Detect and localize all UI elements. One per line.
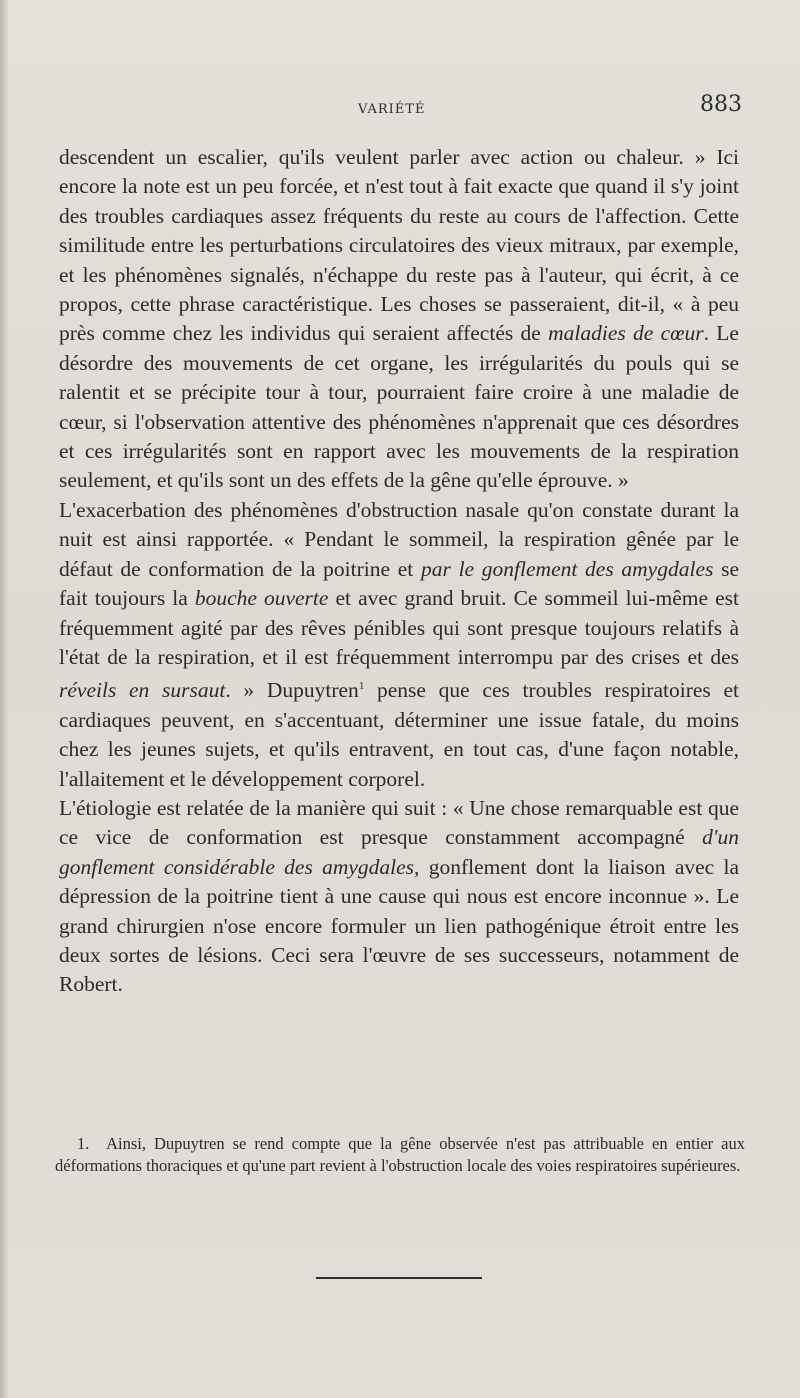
page-edge-shadow: [0, 0, 8, 1398]
text-run: . » Dupuytren: [225, 678, 359, 703]
text-run: pense que ces troubles respiratoires et cardiaques peuvent, en s'accentuant, déterminer une issue fatale, du moins chez les jeunes sujets, et qu'ils entravent, en tout cas, d'une façon notable, l'allaitement et le développement corporel.: [59, 678, 739, 791]
footnote-text: Ainsi, Dupuytren se rend compte que la gêne observée n'est pas attribuable en entier aux déformations thoraciques et qu'une part revient à l'obstruction locale des voies respiratoires supérieures.: [55, 1134, 745, 1175]
text-run: descendent un escalier, qu'ils veulent parler avec action ou chaleur. » Ici encore la note est un peu forcée, et n'est tout à fait exacte que quand il s'y joint des troubles cardiaques assez fréquents du reste au cours de l'affection. Cette similitude entre les perturbations circulatoires des vieux mitraux, par exemple, et les phénomènes signalés, n'échappe du reste pas à l'auteur, qui écrit, à ce propos, cette phrase caractéristique. Les choses se passeraient, dit-il, « à peu près comme chez les individus qui seraient affectés de: [59, 145, 739, 346]
section-rule: [316, 1277, 482, 1279]
paragraph-3: [59, 794, 739, 1000]
paragraph-1: [59, 143, 739, 496]
italic-text-run: bouche ouverte: [194, 586, 329, 611]
text-run: . Le désordre des mouvements de cet organe, les irrégularités du pouls qui se ralentit et se précipite tour à tour, pourraient faire croire à une maladie de cœur, si l'observation attentive des phénomènes n'apprenait que ces désordres et ces irrégularités sont en rapport avec les mouvements de la respiration seulement, et qu'ils sont un des effets de la gêne qu'elle éprouve. »: [59, 321, 739, 493]
running-head: VARIÉTÉ: [358, 102, 426, 117]
text-run: L'exacerbation des phénomènes d'obstruction nasale qu'on constate durant la nuit est ainsi rapportée. « Pendant le sommeil, la respiration gênée par le défaut de conformation de la poitrine et: [59, 497, 739, 581]
body-text: [59, 143, 739, 1000]
text-run: L'étiologie est relatée de la manière qui suit : « Une chose remarquable est que ce vice de conformation est presque constamment accompagné: [59, 795, 739, 850]
footnote-reference: 1: [358, 680, 365, 693]
text-run: et avec grand bruit. Ce sommeil lui-même est fréquemment agité par des rêves pénibles qui sont presque toujours relatifs à l'état de la respiration, et il est fréquemment interrompu par des crises et des: [59, 586, 739, 669]
italic-text-run: réveils en sursaut: [59, 678, 226, 703]
text-run: , gonflement dont la liaison avec la dépression de la poitrine tient à une cause qui nous est encore inconnue ». Le grand chirurgien n'ose encore formuler un lien pathogénique étroit entre les deux sortes de lésions. Ceci sera l'œuvre de ses successeurs, notamment de Robert.: [59, 854, 739, 997]
italic-text-run: d'un gonflement considérable des amygdales: [59, 825, 739, 879]
page-number: 883: [700, 92, 742, 117]
footnote: [55, 1133, 745, 1177]
footnote-number: 1.: [77, 1134, 90, 1153]
italic-text-run: maladies de cœur: [548, 321, 704, 346]
paragraph-2: [59, 496, 739, 794]
italic-text-run: par le gonflement des amygdales: [421, 556, 714, 581]
text-run: se fait toujours la: [59, 556, 739, 611]
